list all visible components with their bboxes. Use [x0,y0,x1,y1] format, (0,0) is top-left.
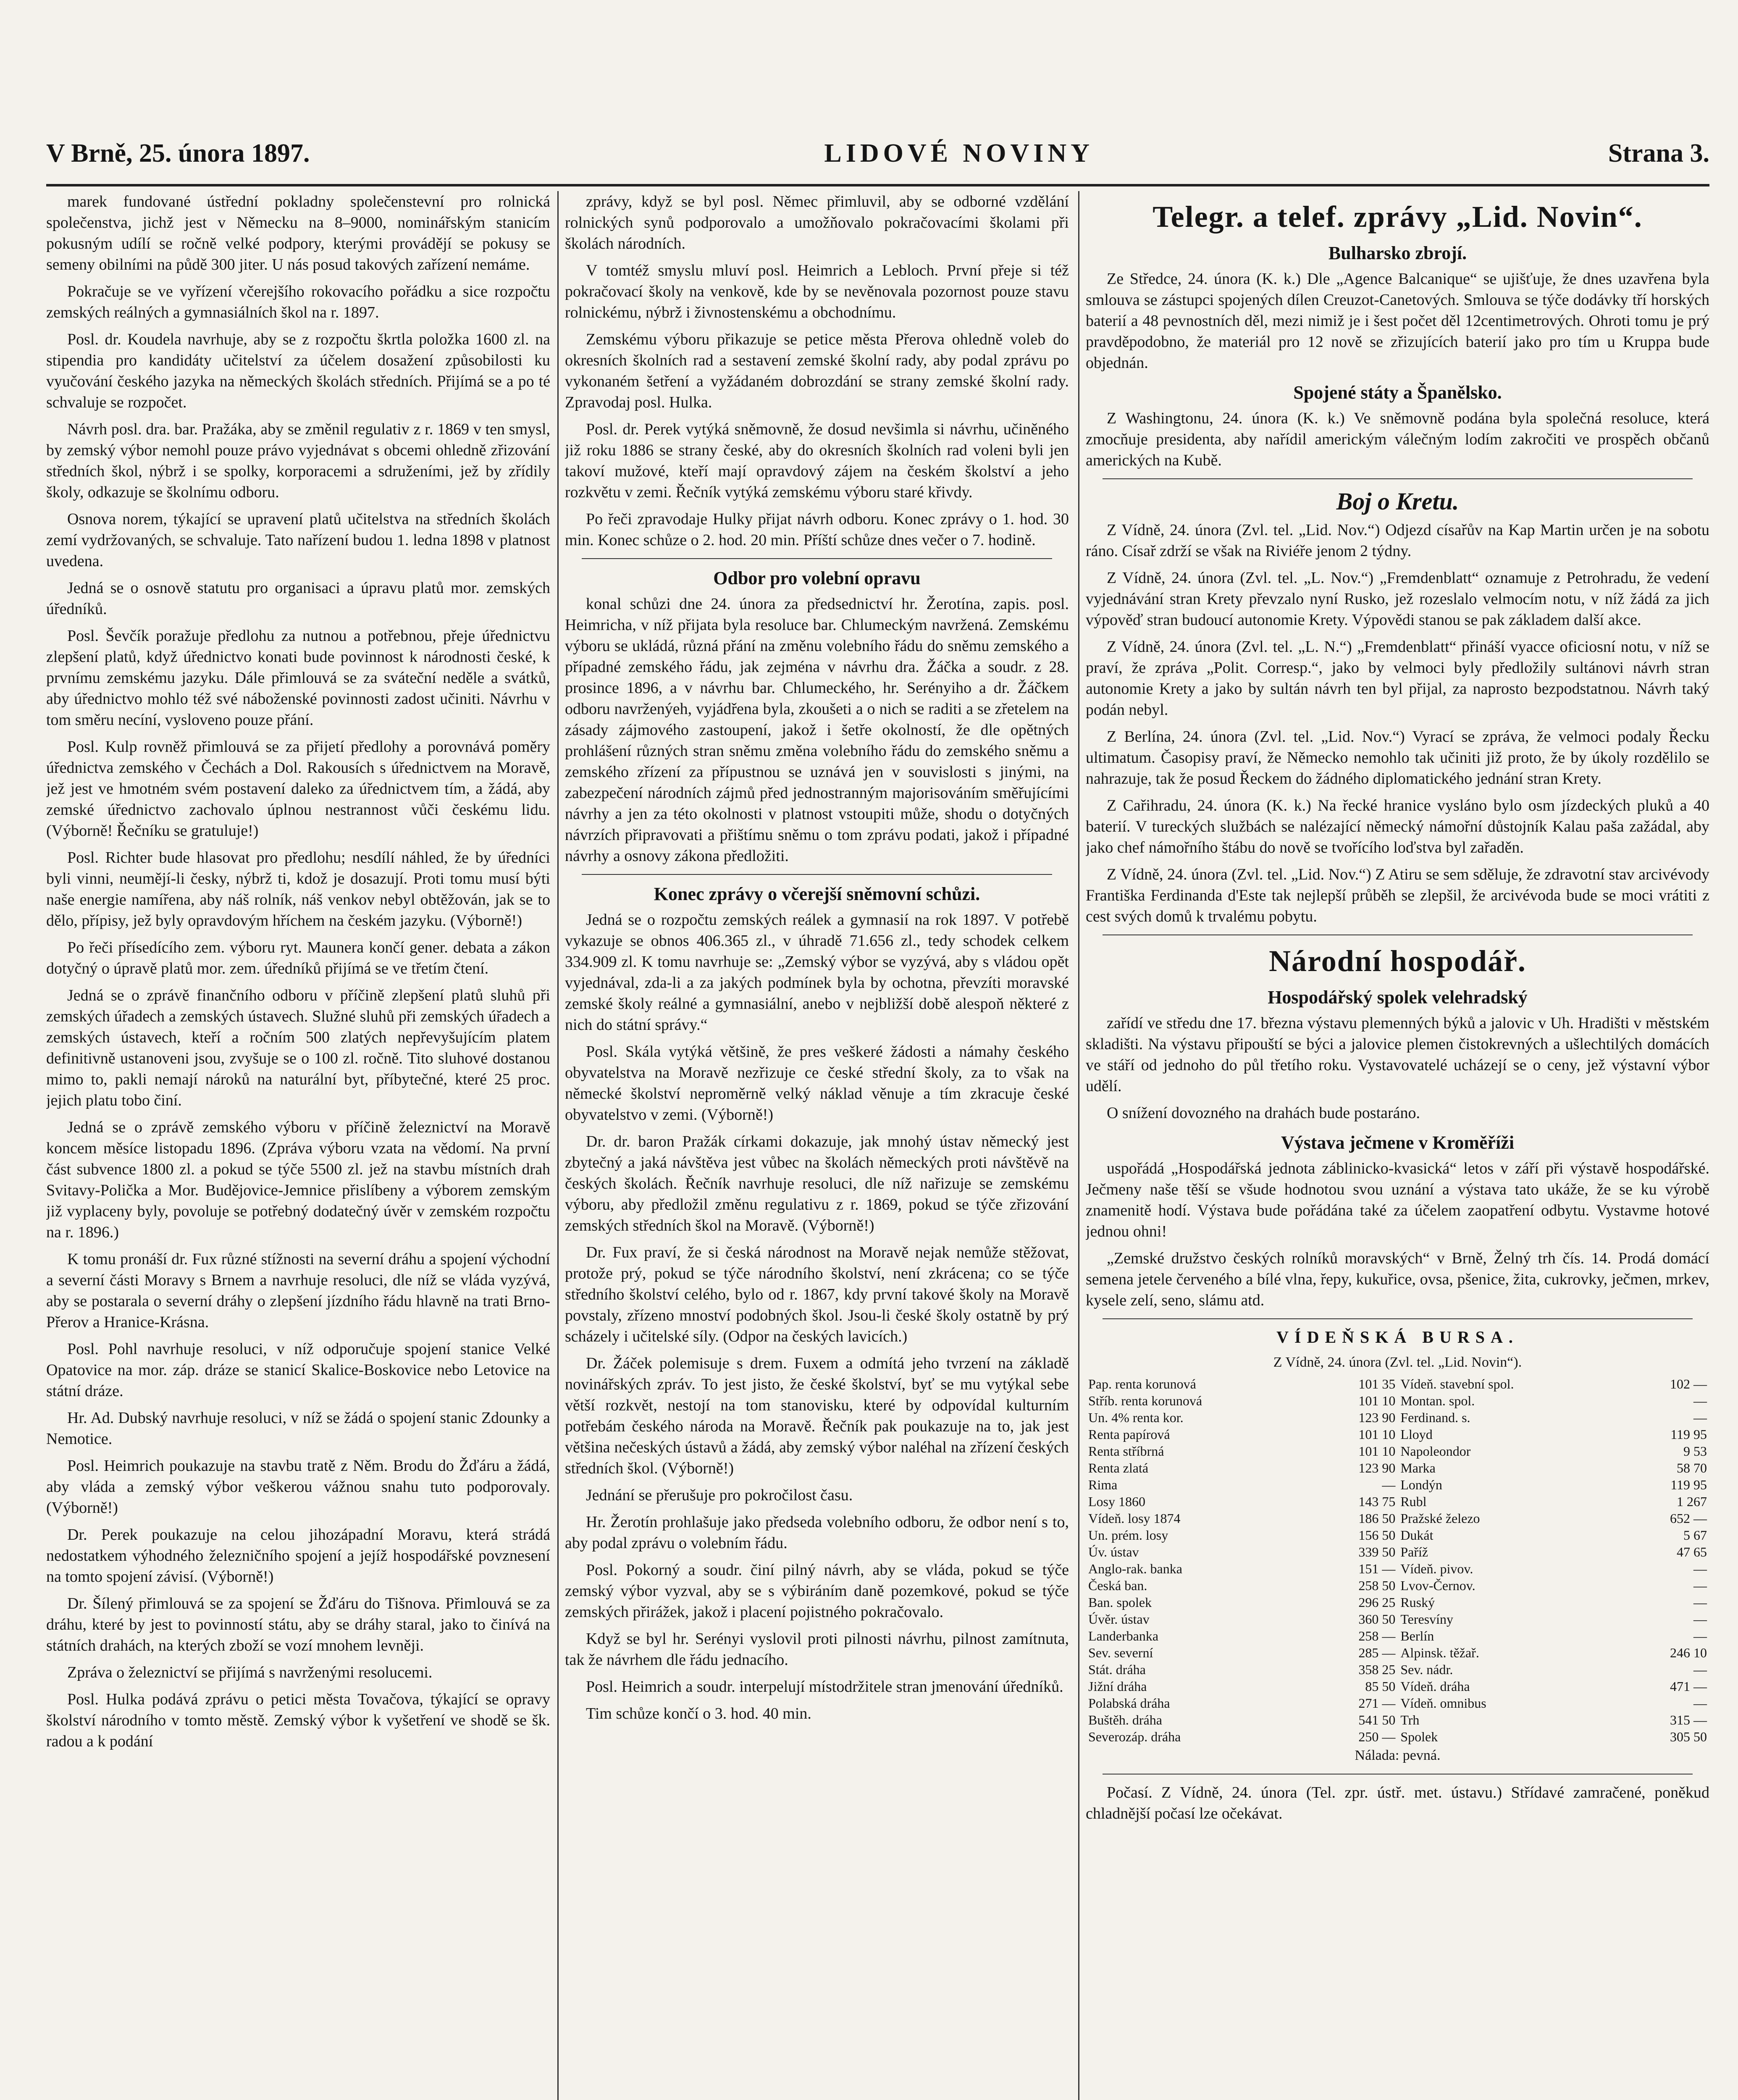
article-paragraph: Jedná se o rozpočtu zemských reálek a gymnasií na rok 1897. V potřebě vykazuje se obnos 406.365 zl., v úhradě 71.656 zl., tedy schodek celkem 334.909 zl. K tomu navrhuje se: „Zemský výbor se vyzývá, aby s vládou opět vyjednával, zda-li a za jakých podmínek byla by ochotna, převzíti moravské zemské školy reálné a gymnasiální, anebo v nejbližší době alespoň některé z nich do státní správy.“ [565,911,1069,1034]
exchange-item-name: Stříb. renta korunová [1088,1393,1202,1408]
exchange-item-name: Renta papírová [1088,1427,1170,1442]
article-paragraph: Jedná se o zprávě finančního odboru v příčině zlepšení platů sluhů při zemských úřadech a zemských ústavech. Služné sluhů při zemských úřadech a zemských ústavech, kteří a ročním 500 zlatých nepřevyšujícím platem definitivně ustanoveni jsou, zvyšuje se o 100 zl. ročně. Tito sluhové dostanou mimo to, pakli nemají nároků na naturální byt, příbytečné, které 25 proc. jejich platu tobo činí. [46,987,550,1109]
heading-boj-o-kretu: Boj o Kretu. [1336,488,1459,515]
column-divider [1078,191,1079,2100]
exchange-item-value: 101 10 [1358,1444,1396,1459]
exchange-item-name: Napoleondor [1400,1444,1471,1459]
article-paragraph: Hr. Žerotín prohlašuje jako předseda volebního odboru, že odbor není s to, aby podal zprávu o volebním řádu. [565,1513,1069,1552]
exchange-item-value: 123 90 [1358,1410,1396,1425]
exchange-item-value: 101 10 [1358,1393,1396,1408]
exchange-row [1086,1695,1709,1712]
article-paragraph: konal schůzi dne 24. února za předsednictví hr. Žerotína, zapis. posl. Heimricha, v níž přijata byla resoluce bar. Chlumeckým navržená. Zemskému výboru se ukládá, různá přání na změnu volebního řádu do sněmu zemského a případné zemského řádu, jak zejména v návrhu dra. Žáčka a soudr. z 28. prosince 1896, a v návrhu bar. Chlumeckého, hr. Serényiho a dr. Žáčkem odboru navrženýeh, vyjádřena byla, zkoušeti a o nich se raditi a se zřetelem na zásady zájmového zastoupení, jakož i šetře okolností, že dle opětných prohlášení různých stran sněmu změna volebního řádu do zemského sněmu a zemského zřízení za přípustnou se uznává jen v souvislosti s jinými, na zabezpečení národních zájmů před jednostranným majorisováním směřujícími návrhy a jen za této okolnosti v platnost vstoupiti může, shodu o dotyčných návrzích připravovati a přištímu sněmu o tom zprávu podati, jakož i případné návrhy a osnovy zákona předložiti. [565,595,1069,865]
column-1 [46,191,550,2100]
exchange-item-name: Sev. severní [1088,1645,1153,1660]
exchange-item-name: Vídeň. omnibus [1400,1696,1486,1711]
exchange-item-value: — [1382,1477,1396,1492]
separator [582,558,1052,559]
article-paragraph: Dr. Perek poukazuje na celou jihozápadní Moravu, která strádá nedostatkem výhodného železničního spojení a jejíž hospodářské povznesení na tomto spojení závisí. (Výborně!) [46,1526,550,1586]
exchange-item-name: Pap. renta korunová [1088,1376,1196,1391]
article-paragraph: Posl. Hulka podává zprávu o petici města Tovačova, týkající se opravy školství národního v tomto městě. Zemský výbor k vyšetření ve shodě se šk. radou a k podání [46,1690,550,1750]
article-paragraph: Pokračuje se ve vyřízení včerejšího rokovacího pořádku a sice rozpočtu zemských reálných a gymnasiálních škol na r. 1897. [46,283,550,321]
separator [1103,1318,1693,1319]
subheading-velehradsky-spolek: Hospodářský spolek velehradský [1268,987,1528,1008]
exchange-item-name: Vídeň. losy 1874 [1088,1511,1181,1526]
exchange-item-name: Vídeň. pivov. [1400,1561,1473,1576]
exchange-item-name: Vídeň. dráha [1400,1679,1470,1694]
heading-konec-zpravy: Konec zprávy o včerejší sněmovní schůzi. [654,884,980,904]
weather-report: Počasí. Z Vídně, 24. února (Tel. zpr. ústř. met. ústavu.) Střídavé zamračené, poněkud chladnější počasí lze očekávat. [1086,1784,1709,1822]
exchange-item-value: 47 65 [1677,1544,1707,1559]
exchange-subtitle: Z Vídně, 24. února (Zvl. tel. „Lid. Novin“). [1273,1354,1522,1370]
exchange-item-value: 156 50 [1358,1528,1396,1543]
exchange-item-name: Polabská dráha [1088,1696,1170,1711]
article-paragraph: Posl. Heimrich a soudr. interpelují místodržitele stran jmenování úředníků. [586,1678,1063,1696]
exchange-item-value: 58 70 [1677,1460,1707,1475]
exchange-row [1086,1644,1709,1661]
exchange-item-value: — [1693,1595,1707,1610]
exchange-row [1086,1510,1709,1527]
exchange-item-name: Un. 4% renta kor. [1088,1410,1184,1425]
article-paragraph: Z Vídně, 24. února (Zvl. tel. „L. N.“) „Fremdenblatt“ přináší vyacce oficiosní notu, v níž se praví, že zpráva „Polit. Corresp.“, jako by velmoci byly předložily sultánovi návrh stran autonomie Krety a jako by sultán návrh ten byl přijal, za naprosto bezpodstatnou. Návrh taký podán nebyl. [1086,638,1709,719]
article-paragraph: Z Vídně, 24. února (Zvl. tel. „L. Nov.“) „Fremdenblatt“ oznamuje z Petrohradu, že vedení vyjednávání stran Krety převzalo nyní Rusko, jež rozeslalo velmocím notu, v níž žádá za jich výpověď stran budoucí autonomie Krety. Výpovědi stanou se pak základem další akce. [1086,569,1709,629]
exchange-item-value: — [1693,1662,1707,1677]
article-paragraph: Po řeči přísedícího zem. výboru ryt. Maunera končí gener. debata a zákon dotyčný o úpravě platů mor. zem. úředníků přijímá se ve třetím čtení. [46,939,550,977]
masthead [46,139,1709,178]
exchange-item-value: 1 267 [1677,1494,1707,1509]
exchange-row [1086,1712,1709,1728]
exchange-item-name: Úv. ústav [1088,1544,1139,1559]
article-paragraph: V tomtéž smyslu mluví posl. Heimrich a Lebloch. První přeje si též pokračovací školy na venkově, kde by se nevěnovala pozornost pouze stavu rolnickému, nýbrž i živnostenskému a obchodnímu. [565,262,1069,321]
exchange-item-value: 258 — [1358,1628,1396,1643]
article-paragraph: O snížení dovozného na drahách bude postaráno. [1107,1104,1420,1122]
exchange-item-name: Stát. dráha [1088,1662,1146,1677]
article-paragraph: „Zemské družstvo českých rolníků moravských“ v Brně, Želný trh čís. 14. Prodá domácí semena jetele červeného a bílé vlna, řepy, kukuřice, ovsa, pšenice, žita, cukrovky, ječmen, mrkev, kysele zelí, seno, slámu atd. [1086,1250,1709,1309]
exchange-item-name: Un. prém. losy [1088,1528,1168,1543]
exchange-item-name: Rima [1088,1477,1118,1492]
exchange-item-value: — [1693,1410,1707,1425]
exchange-item-value: 360 50 [1358,1612,1396,1627]
subheading-spojene-staty: Spojené státy a Španělsko. [1293,382,1502,403]
article-paragraph: Z Washingtonu, 24. února (K. k.) Ve sněmovně podána byla společná resoluce, která zmocňuje presidenta, aby nařídil americkým válečným lodím zakročiti ve prospěch občanů amerických na Kubě. [1086,410,1709,469]
exchange-item-name: Losy 1860 [1088,1494,1145,1509]
exchange-item-name: Lvov-Černov. [1400,1578,1475,1593]
header-date: V Brně, 25. února 1897. [46,139,310,168]
exchange-item-value: — [1693,1561,1707,1576]
exchange-item-value: 258 50 [1358,1578,1396,1593]
exchange-item-name: Paříž [1400,1544,1428,1559]
exchange-item-name: Trh [1400,1712,1420,1727]
exchange-item-name: Londýn [1400,1477,1442,1492]
column-divider [557,191,559,2100]
exchange-item-value: — [1693,1393,1707,1408]
article-paragraph: Z Vídně, 24. února (Zvl. tel. „Lid. Nov.“) Z Atiru se sem sděluje, že zdravotní stav arcivévody Františka Ferdinanda d'Este tak nejlepší průběh se zlepšil, že arcivévoda bude se moci vrátiti z cest svých domů k trvalému pobytu. [1086,866,1709,925]
exchange-item-value: 101 10 [1358,1427,1396,1442]
exchange-item-value: 186 50 [1358,1511,1396,1526]
exchange-row [1086,1476,1709,1493]
column-2 [565,191,1069,2100]
separator [582,874,1052,875]
article-paragraph: Jedná se o osnově statutu pro organisaci a úpravu platů mor. zemských úředníků. [46,579,550,618]
exchange-item-name: Landerbanka [1088,1628,1159,1643]
exchange-item-value: 123 90 [1358,1460,1396,1475]
telegram-section-title: Telegr. a telef. zprávy „Lid. Novin“. [1153,200,1643,234]
article-paragraph: Dr. Šílený přimlouvá se za spojení se Žďáru do Tišnova. Přimlouvá se za dráhu, které by jest to povinností státu, aby se dráhy staral, jako to činívá na státních drahách, na kterých zboží se vozí mnohem levněji. [46,1595,550,1654]
exchange-item-name: Sev. nádr. [1400,1662,1453,1677]
exchange-row [1086,1443,1709,1460]
exchange-row [1086,1594,1709,1611]
exchange-item-name: Renta zlatá [1088,1460,1149,1475]
column-3 [1086,191,1709,2100]
exchange-item-value: 541 50 [1358,1712,1396,1727]
article-paragraph: Jedná se o zprávě zemského výboru v příčině železnictví na Moravě koncem měsíce listopadu 1896. (Zpráva výboru vzata na vědomí. Na první část subvence 1800 zl. a pokud se týče 5500 zl. jež na stavbu místních drah Svitavy-Polička a Mor. Budějovice-Jemnice přislíbeny a výborem zemským již vyplaceny byly, povoluje se potřebný dodatečný úvěr v zemském rozpočtu na r. 1896.) [46,1118,550,1241]
exchange-item-name: Anglo-rak. banka [1088,1561,1182,1576]
exchange-item-value: 285 — [1358,1645,1396,1660]
exchange-item-name: Montan. spol. [1400,1393,1475,1408]
article-paragraph: zprávy, když se byl posl. Němec přimluvil, aby se odborné vzdělání rolnických synů podporovalo a umožňovalo pokračovacími školami při školách národních. [565,193,1069,252]
separator [1103,478,1693,479]
article-paragraph: Posl. Heimrich poukazuje na stavbu tratě z Něm. Brodu do Žďáru a žádá, aby vláda a zemský výbor veškerou vážnou snahu tuto podporovaly. (Výborně!) [46,1457,550,1517]
article-paragraph: Dr. dr. baron Pražák církami dokazuje, jak mnohý ústav německý jest zbytečný a jaká návštěva jest vůbec na školách německých proti návštěvě na českých školách. Řečník navrhuje resoluci, dle níž nařizuje se zemskému výboru, aby předložil změnu regulativu z r. 1869, pokud se týče zřizování zemských středních škol na Moravě. (Výborně!) [565,1133,1069,1234]
article-paragraph: Posl. Pohl navrhuje resoluci, v níž odporučuje spojení stanice Velké Opatovice na mor. záp. dráze se stanicí Skalice-Boskovice nebo Letovice na státní dráze. [46,1340,550,1400]
exchange-item-value: 296 25 [1358,1595,1396,1610]
exchange-item-value: — [1693,1628,1707,1643]
article-paragraph: Z Berlína, 24. února (Zvl. tel. „Lid. Nov.“) Vyrací se zpráva, že velmoci podaly Řecku ultimatum. Časopisy praví, že Německo nemohlo tak učiniti již proto, že by úkoly rozdělilo se nahrazuje, tak že posud Řeckem do žádného diplomatického jednání stran Krety. [1086,728,1709,788]
article-paragraph: zařídí ve středu dne 17. března výstavu plemenných býků a jalovic v Uh. Hradišti v městském skladišti. Na výstavu připouští se býci a jalovice plemen čistokrevných a ušlechtilých domácích ve stáří od jednoho do půl třetího roku. Vystavovatelé ucházejí se o ceny, jež výstavní výbor udělí. [1086,1014,1709,1095]
exchange-item-value: 471 — [1670,1679,1707,1694]
article-paragraph: Po řeči zpravodaje Hulky přijat návrh odboru. Konec zprávy o 1. hod. 30 min. Konec schůze o 2. hod. 20 min. Příští schůze dnes večer o 7. hodině. [565,510,1069,549]
exchange-item-value: 339 50 [1358,1544,1396,1559]
article-paragraph: Posl. dr. Perek vytýká sněmovně, že dosud nevšimla si návrhu, učiněného již roku 1886 se strany české, aby do okresních školních rad voleni byli jen takoví mužové, kteří mají opravdový zájem na českém školství a jeho rozkvětu v zemi. Řečník vytýká zemskému výboru staré křivdy. [565,420,1069,501]
exchange-item-value: 143 75 [1358,1494,1396,1509]
exchange-item-value: 5 67 [1683,1528,1707,1543]
heading-narodni-hospodar: Národní hospodář. [1269,944,1526,978]
exchange-item-name: Marka [1400,1460,1436,1475]
article-paragraph: Dr. Fux praví, že si česká národnost na Moravě nejak nemůže stěžovat, protože prý, pokud se týče národního školství, není zkrácena; co se týče středního školství celého, bylo od r. 1867, kdy první takové školy na Moravě povstaly, zřízeno mnoství podobných škol. Jsou-li české školy ostatně by prý scházely i učitelské síly. (Odpor na českých lavicích.) [565,1244,1069,1345]
article-paragraph: Ze Středce, 24. února (K. k.) Dle „Agence Balcanique“ se ujišťuje, že dnes uzavřena byla smlouva se zástupci spojených dílen Creuzot-Canetových. Smlouva se týče dodávky tří horských baterií a 48 pevnostních děl, mezi nimiž je i šest počet děl 12centimetrových. Ohroti tomu je prý pravděpodobno, že materiál pro 12 nově se zřizujících baterií jako pro tím u Kruppa bude objednán. [1086,270,1709,372]
exchange-item-value: 250 — [1358,1729,1396,1744]
exchange-row [1086,1376,1709,1392]
separator [1103,934,1693,935]
exchange-item-name: Severozáp. dráha [1088,1729,1181,1744]
article-paragraph: Z Cařihradu, 24. února (K. k.) Na řecké hranice vysláno bylo osm jízdeckých pluků a 40 baterií. V tureckých službách se nalézající německý námořní důstojník Kalau paša zažádal, aby jako chef námořního štábu do nově se tvořícího loďstva byl zařaděn. [1086,797,1709,856]
exchange-item-value: 101 35 [1358,1376,1396,1391]
page-number: Strana 3. [1608,139,1709,168]
exchange-item-value: 271 — [1358,1696,1396,1711]
exchange-item-value: 102 — [1670,1376,1707,1391]
exchange-item-value: 358 25 [1358,1662,1396,1677]
article-paragraph: Zpráva o železnictví se přijímá s navrženými resolucemi. [67,1664,433,1681]
exchange-item-name: Dukát [1400,1528,1433,1543]
exchange-row [1086,1460,1709,1476]
exchange-item-value: 85 50 [1365,1679,1396,1694]
article-paragraph: Posl. Skála vytýká většině, že pres veškeré žádosti a námahy českého obyvatelstva na Moravě nezřizuje ce české střední školy, za to však na německé školství neproměrně velký náklad věnuje a tím zkracuje české obyvatelstvo v zemi. (Výborně!) [565,1043,1069,1124]
article-paragraph: marek fundované ústřední pokladny společenstevní pro rolnická společenstva, jichž jest v Německu na 8–9000, nominářským stanicím pokusným udílí se ročně velké podpory, kterými provádějí se pokusy se semeny obilními na půdě 300 jiter. U nás posud takových zařízení nemáme. [46,193,550,273]
exchange-item-name: Pražské železo [1400,1511,1480,1526]
exchange-row [1086,1560,1709,1577]
article-paragraph: Posl. Kulp rovněž přimlouvá se za přijetí předlohy a porovnává poměry úřednictva zemského v Čechách a Dol. Rakousích s úřednictvem na Moravě, jež jest ve hmotném svém postavení daleko za úřednictvem tím, a žádá, aby zemské úřednictvo zachovalo úplnou nestrannost vůči českému lidu. (Výborně! Řečníku se gratuluje!) [46,738,550,840]
article-paragraph: Jednání se přerušuje pro pokročilost času. [586,1486,853,1504]
exchange-item-value: 151 — [1358,1561,1396,1576]
exchange-item-name: Ban. spolek [1088,1595,1152,1610]
exchange-item-name: Berlín [1400,1628,1434,1643]
exchange-item-value: 652 — [1670,1511,1707,1526]
exchange-item-value: — [1693,1696,1707,1711]
exchange-row [1086,1527,1709,1544]
exchange-item-value: 119 95 [1670,1427,1707,1442]
exchange-row [1086,1392,1709,1409]
article-paragraph: Osnova norem, týkající se upravení platů učitelstva na středních školách zemí vydržovaných, se schvaluje. Tato nařízení budou 1. ledna 1898 v platnost uvedena. [46,510,550,570]
article-paragraph: Posl. dr. Koudela navrhuje, aby se z rozpočtu škrtla položka 1600 zl. na stipendia pro kandidáty učitelství za účelem dosažení způsobilosti ku vyučování českého jazyka na německých školách středních. Přijímá se a po té schvaluje se rozpočet. [46,331,550,411]
article-paragraph: Návrh posl. dra. bar. Pražáka, aby se změnil regulativ z r. 1869 v ten smysl, by zemský výbor nemohl pouze právo vyjednávat s obcemi ohledně zřizování středních škol, nýbrž i se spolky, korporacemi a sdruženími, jež by zřídily školy, odkazuje se školnímu odboru. [46,420,550,501]
article-paragraph: Z Vídně, 24. února (Zvl. tel. „Lid. Nov.“) Odjezd císařův na Kap Martin určen je na sobotu ráno. Císař zdrží se však na Riviéře jenom 2 týdny. [1086,521,1709,560]
exchange-item-name: Jižní dráha [1088,1679,1147,1694]
article-paragraph: Dr. Žáček polemisuje s drem. Fuxem a odmítá jeho tvrzení na základě novinářských zpráv. To jest jisto, že české školství, byť se mu vytýkal sebe větší rozkvět, nestojí na tom stanovisku, které by odpovídal kulturním potřebám českého národa na Moravě. Řečník pak poukazuje na to, jak jest většina nečeských ústavů a žádá, aby zemský výbor naléhal na zřízení českých středních škol. (Výborně!) [565,1354,1069,1477]
article-paragraph: Posl. Ševčík poražuje předlohu za nutnou a potřebnou, přeje úřednictvu zlepšení platů, když úřednictvo konati bude povinnost k národnosti české, k prvnímu zemskému jazyku. Dále přimlouvá se za sváteční neděle a svátků, aby úřednictvo mohlo též své náboženské povinnosti zadost učiniti. Návrhu v tom směru necíní, vysloveno pouze přání. [46,627,550,729]
exchange-row [1086,1678,1709,1695]
exchange-item-name: Spolek [1400,1729,1438,1744]
article-paragraph: uspořádá „Hospodářská jednota záblinicko-kvasická“ letos v září při výstavě hospodářské. Ječmeny naše těší se všude hodnotou svou uznání a výstava tato ukáže, že se ku výrobě znamenitě hodí. Výstava bude pořádána také za účelem zaopatření odbytu. Vystavme hotové jednou ohni! [1086,1160,1709,1240]
exchange-item-value: — [1693,1612,1707,1627]
exchange-item-value: 9 53 [1683,1444,1707,1459]
exchange-item-name: Úvěr. ústav [1088,1612,1150,1627]
article-paragraph: Posl. Richter bude hlasovat pro předlohu; nesdílí náhled, že by úředníci byli vinni, neumějí-li česky, nýbrž ti, kdož je dosazují. Proti tomu musí býti naše energie namířena, aby náš rolník, náš venkov nebyl obtěžován, jak se to dělo, přípisy, jež byly opravdovým hříchem na českém jazyku. (Výborně!) [46,849,550,929]
newspaper-title: LIDOVÉ NOVINY [824,139,1094,168]
exchange-row [1086,1611,1709,1628]
exchange-item-name: Renta stříbrná [1088,1444,1164,1459]
exchange-row [1086,1409,1709,1426]
exchange-title: VÍDEŇSKÁ BURSA. [1276,1328,1519,1347]
exchange-table [1086,1376,1709,1745]
exchange-row [1086,1426,1709,1443]
article-paragraph: Tim schůze končí o 3. hod. 40 min. [586,1705,811,1722]
subheading-vystava-jecmene: Výstava ječmene v Kroměříži [1281,1132,1515,1153]
article-paragraph: Hr. Ad. Dubský navrhuje resoluci, v níž se žádá o spojení stanic Zdounky a Nemotice. [46,1409,550,1448]
exchange-row [1086,1577,1709,1594]
exchange-item-name: Lloyd [1400,1427,1433,1442]
exchange-row [1086,1544,1709,1560]
article-paragraph: Posl. Pokorný a soudr. činí pilný návrh, aby se vláda, pokud se týče zemský výbor vyzval, aby se s výbiráním daně pozemkové, pokud se týče zemských přirážek, jakož i placení pojistného pokračovalo. [565,1561,1069,1621]
subheading-bulharsko: Bulharsko zbrojí. [1328,243,1467,263]
exchange-item-name: Ruský [1400,1595,1435,1610]
article-paragraph: Když se byl hr. Serényi vyslovil proti pilnosti návrhu, pilnost zamítnuta, tak že návrhem dle řádu jednacího. [565,1630,1069,1669]
exchange-row [1086,1728,1709,1745]
exchange-row [1086,1628,1709,1644]
exchange-item-value: 119 95 [1670,1477,1707,1492]
header-rule [46,184,1709,186]
exchange-item-name: Buštěh. dráha [1088,1712,1162,1727]
exchange-item-value: 246 10 [1670,1645,1707,1660]
exchange-row [1086,1493,1709,1510]
exchange-row [1086,1661,1709,1678]
exchange-note: Nálada: pevná. [1355,1748,1441,1763]
article-paragraph: Zemskému výboru přikazuje se petice města Přerova ohledně voleb do okresních školních rad a sestavení zemské školní rady, aby podal zprávu po vykonaném šetření a vyžádaném dobrozdání se strany zemské školní rady. Zpravodaj posl. Hulka. [565,331,1069,411]
exchange-item-name: Vídeň. stavební spol. [1400,1376,1514,1391]
exchange-item-value: 315 — [1670,1712,1707,1727]
exchange-item-value: 305 50 [1670,1729,1707,1744]
exchange-item-name: Česká ban. [1088,1578,1147,1593]
exchange-item-name: Ferdinand. s. [1400,1410,1470,1425]
exchange-item-name: Rubl [1400,1494,1427,1509]
article-paragraph: K tomu pronáší dr. Fux různé stížnosti na severní dráhu a spojení východní a severní části Moravy s Brnem a navrhuje resoluci, dle níž se vláda vyzývá, aby se postarala o severní dráhy o zlepšení jízdního řádu hlavně na trati Brno-Přerov a Hranice-Krásna. [46,1250,550,1331]
exchange-item-name: Teresvíny [1400,1612,1454,1627]
exchange-item-value: — [1693,1578,1707,1593]
heading-volebni-oprava: Odbor pro volební opravu [713,568,921,588]
exchange-item-name: Alpinsk. těžař. [1400,1645,1479,1660]
